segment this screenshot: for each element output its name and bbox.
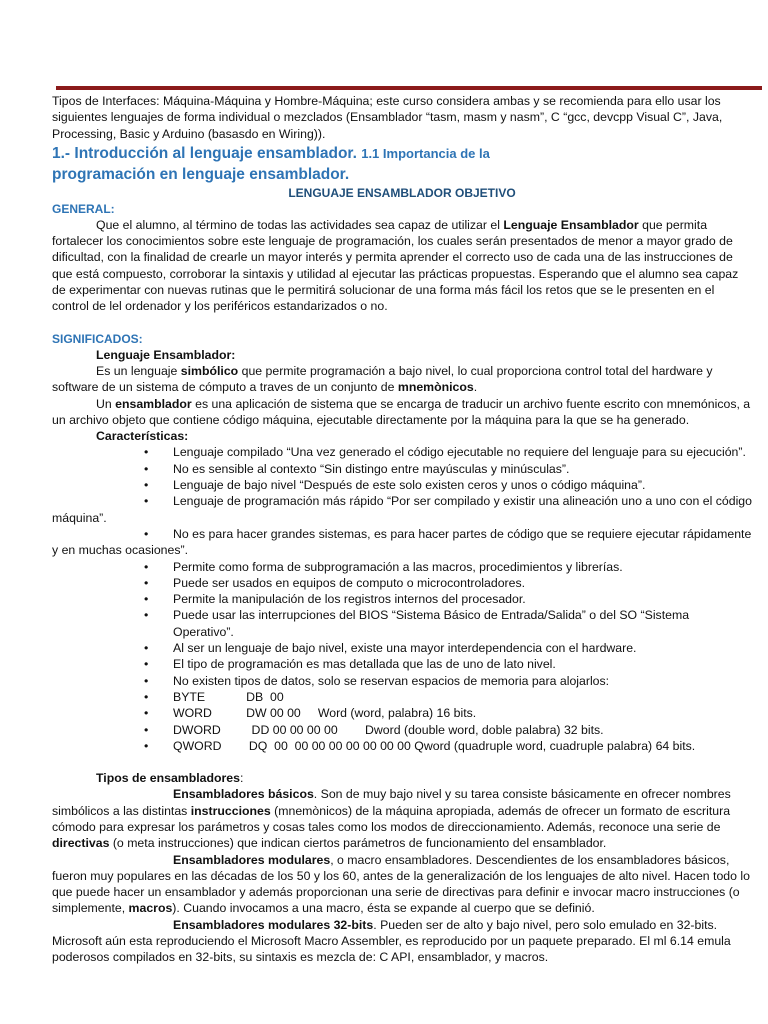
bullet-icon: •: [144, 445, 149, 460]
ensambladores-basicos: Ensambladores básicos. Son de muy bajo nivel y su tarea consiste básicamente en ofrecer nombres simbólicos a las distintas instrucciones (mnemònicos) de la máquina apropiada, además de ofrecer un formato de escritura cómodo para expresar los parámetros y cosas tales como los modos de direccionamiento. Además, reconoce una serie de directivas (o meta instrucciones) que indican ciertos parámetros de funcionamiento del ensamblador.: [52, 787, 731, 851]
list-item: • QWORD DQ 00 00 00 00 00 00 00 00 Qword (quadruple word, cuadruple palabra) 64 bits.: [144, 738, 696, 753]
bullet-icon: •: [144, 722, 149, 737]
bullet-icon: •: [144, 478, 149, 493]
ensambladores-modulares: Ensambladores modulares, o macro ensambladores. Descendientes de los ensambladores básicos, fueron muy populares en las décadas de los 50 y los 60, antes de la generalización de los lenguajes de alto nivel. Hacen todo lo que puede hacer un ensamblador y además proporcionan una serie de directivas para definir e invocar macro instrucciones (o simplemente, macros). Cuando invocamos a una macro, ésta se expande al cuerpo que se definió.: [52, 852, 750, 916]
bullet-icon: •: [144, 559, 149, 574]
bullet-icon: •: [144, 738, 149, 753]
bullet-icon: •: [144, 689, 149, 704]
list-item: • Lenguaje compilado “Una vez generado el código ejecutable no requiere del lenguaje para su ejecución”.: [144, 445, 746, 460]
list-item: • Al ser un lenguaje de bajo nivel, existe una mayor interdependencia con el hardware.: [144, 641, 637, 656]
section-heading: [52, 143, 752, 185]
heading-sub: 1.1 Importancia de la: [361, 145, 490, 161]
bullet-icon: •: [144, 706, 149, 721]
heading-main: 1.- Introducción al lenguaje ensamblador.: [52, 144, 357, 162]
intro-paragraph: Tipos de Interfaces: Máquina-Máquina y Hombre-Máquina; este curso considera ambas y se recomienda para ello usar los siguientes lenguajes de forma individual o mezclados (Ensamblador “tasm, masm y nasm”, C “gcc, devcpp Visual C”, Java, Processing, Basic y Arduino (basasdo en Wiring)).: [52, 94, 723, 141]
list-item: • No es para hacer grandes sistemas, es para hacer partes de código que se requiere ejecutar rápidamente y en muchas ocasiones”.: [52, 526, 752, 558]
list-item: • No es sensible al contexto “Sin distingo entre mayúsculas y minúsculas”.: [144, 461, 570, 476]
tipos-label: Tipos de ensambladores:: [96, 771, 244, 786]
list-item: • Lenguaje de programación más rápido “Por ser compilado y existir una alineación uno a uno con el código máquina”.: [52, 494, 752, 525]
heading-line2: programación en lenguaje ensamblador.: [52, 165, 350, 183]
list-item: • Permite la manipulación de los registros internos del procesador.: [144, 592, 526, 607]
header-rule: [56, 86, 762, 90]
lenguaje-label: Lenguaje Ensamblador:: [96, 347, 236, 362]
bullet-icon: •: [144, 575, 149, 590]
general-paragraph: Que el alumno, al término de todas las actividades sea capaz de utilizar el Lenguaje Ensamblador que permita fortalecer los conocimientos sobre este lenguaje de programación, los cuales serán presentados de menor a mayor grado de dificultad, con la finalidad de crearle un mayor interés y permita aprender el correcto uso de cada una de las instrucciones de que está compuesto, corroborar la sintaxis y utilidad al ejecutar las prácticas propuestas. Esperando que el alumno sea capaz de experimentar con nuevas rutinas que le permitirá solucionar de una forma más fácil los retos que se le presenten en el control de lel ordenador y los periféricos estandarizados o no.: [52, 217, 739, 314]
bullet-icon: •: [144, 526, 149, 541]
bullet-icon: •: [144, 608, 149, 623]
list-item: • Lenguaje de bajo nivel “Después de este solo existen ceros y unos o código máquina”.: [144, 478, 646, 493]
significados-label: SIGNIFICADOS:: [52, 331, 143, 346]
list-item: • Permite como forma de subprogramación a las macros, procedimientos y librerías.: [144, 559, 623, 574]
list-item: • BYTE DB 00: [144, 689, 284, 704]
list-item: • DWORD DD 00 00 00 00 Dword (double word, doble palabra) 32 bits.: [144, 722, 604, 737]
list-item: • Puede usar las interrupciones del BIOS “Sistema Básico de Entrada/Salida” o del SO “Sistema Operativo”.: [144, 608, 690, 639]
document-body: [52, 93, 752, 966]
definition-simbolico: Es un lenguaje simbólico que permite programación a bajo nivel, lo cual proporciona control total del hardware y software de un sistema de cómputo a traves de un conjunto de mnemònicos.: [52, 363, 713, 395]
bullet-icon: •: [144, 592, 149, 607]
caracteristicas-label: Características:: [96, 429, 189, 444]
features-list: [52, 444, 752, 754]
bullet-icon: •: [144, 461, 149, 476]
ensambladores-modulares-32: Ensambladores modulares 32-bits. Pueden ser de alto y bajo nivel, pero solo emulado en 32-bits. Microsoft aún esta reproduciendo el Microsoft Macro Assembler, es reproducido por un paquete preparado. El ml 6.14 emula poderosos compilados en 32-bits, su sintaxis es mezcla de: C API, ensamblador, y macros.: [52, 917, 731, 965]
bullet-icon: •: [144, 657, 149, 672]
list-item: • No existen tipos de datos, solo se reservan espacios de memoria para alojarlos:: [144, 673, 610, 688]
bullet-icon: •: [144, 673, 149, 688]
list-item: • Puede ser usados en equipos de computo o microcontroladores.: [144, 575, 526, 590]
general-label: GENERAL:: [52, 201, 115, 216]
list-item: • WORD DW 00 00 Word (word, palabra) 16 bits.: [144, 706, 477, 721]
definition-ensamblador: Un ensamblador es una aplicación de sistema que se encarga de traducir un archivo fuente escrito con mnemónicos, a un archivo objeto que contiene código máquina, ejecutable directamente por la máquina para la que se ha generado.: [52, 396, 751, 427]
bullet-icon: •: [144, 494, 149, 509]
bullet-icon: •: [144, 641, 149, 656]
objective-title: LENGUAJE ENSAMBLADOR OBJETIVO: [288, 185, 516, 200]
list-item: • El tipo de programación es mas detallada que las de uno de lato nivel.: [144, 657, 556, 672]
